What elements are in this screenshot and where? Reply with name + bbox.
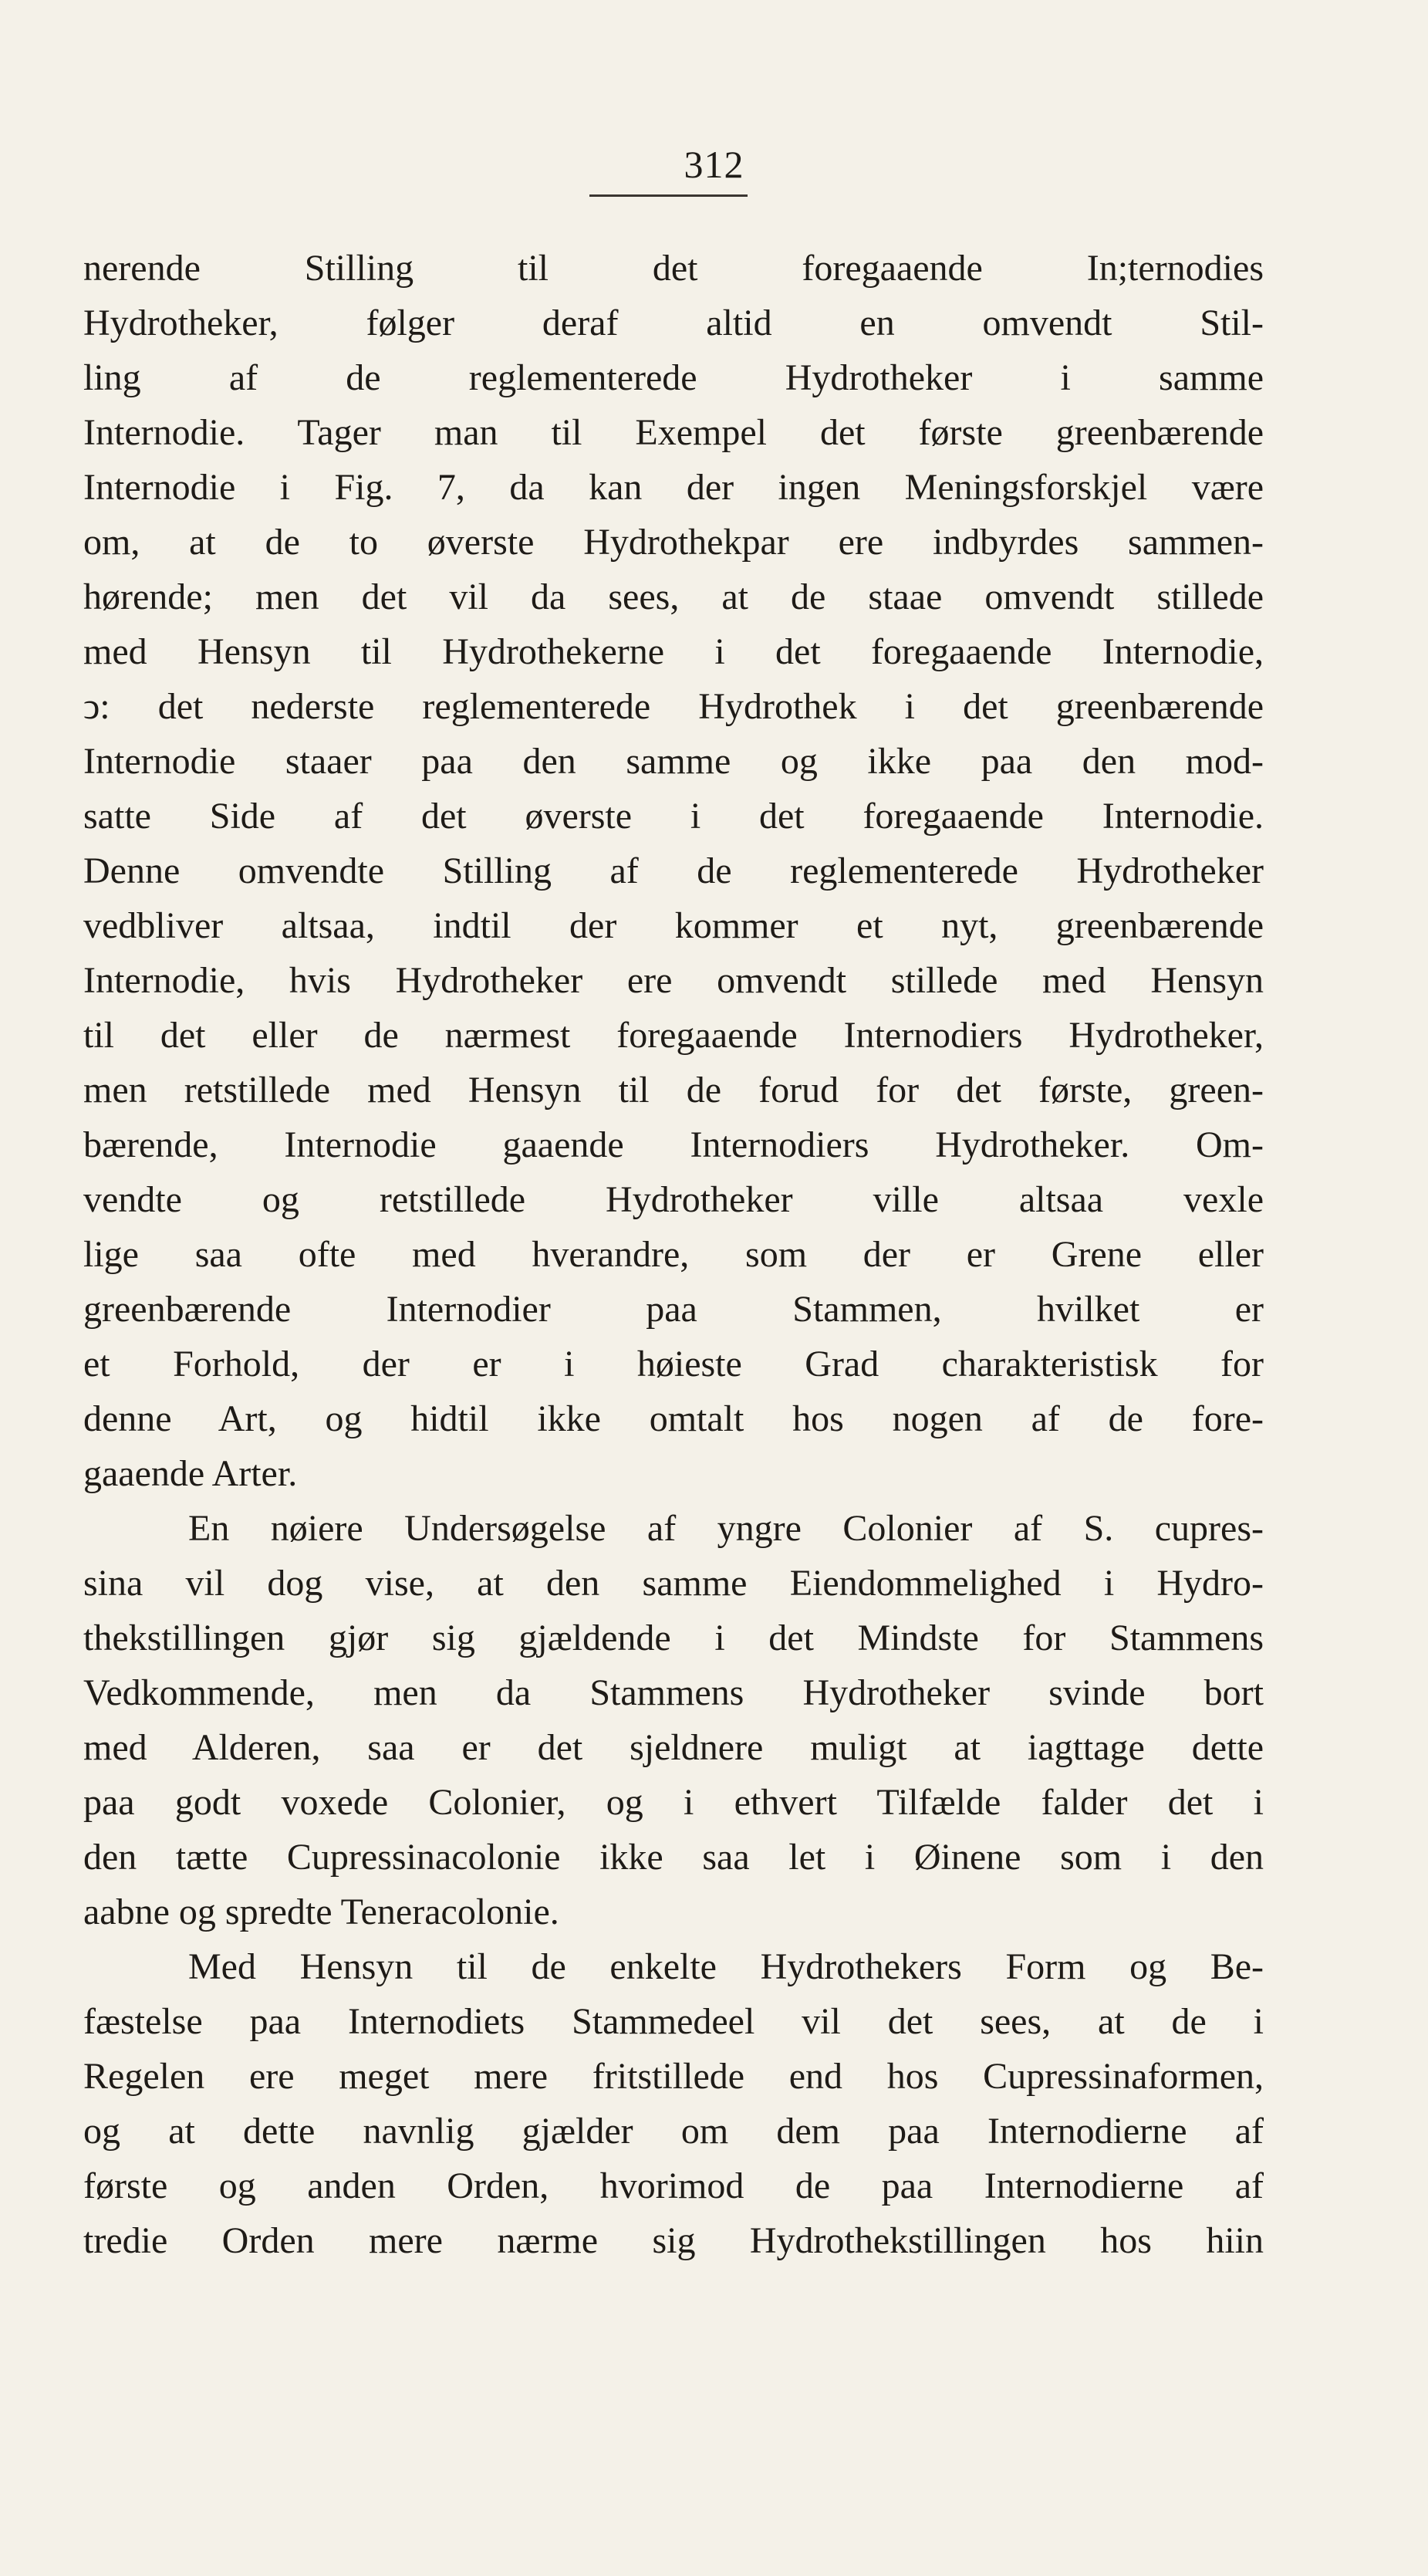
text-line: med Alderen, saa er det sjeldnere muligt at iagttage dette (83, 1727, 1264, 1768)
text-line: hørende; men det vil da sees, at de staae omvendt stillede (83, 576, 1264, 617)
text-line: gaaende Arter. (83, 1453, 298, 1494)
text-line: ↄ: det nederste reglementerede Hydrothek i det greenbærende (83, 686, 1264, 727)
page-number: 312 (684, 143, 744, 186)
text-line: et Forhold, der er i høieste Grad charakteristisk for (83, 1344, 1264, 1384)
text-line: Internodie. Tager man til Exempel det første greenbærende (83, 412, 1264, 453)
body-text (83, 241, 1264, 2268)
text-line: Vedkommende, men da Stammens Hydrotheker svinde bort (83, 1672, 1264, 1713)
text-line: Internodie i Fig. 7, da kan der ingen Meningsforskjel være (83, 467, 1264, 508)
text-line: fæstelse paa Internodiets Stammedeel vil det sees, at de i (83, 2001, 1264, 2042)
text-line: men retstillede med Hensyn til de forud for det første, green- (83, 1070, 1264, 1111)
text-line: En nøiere Undersøgelse af yngre Colonier af S. cupres- (188, 1508, 1264, 1549)
text-line: vedbliver altsaa, indtil der kommer et nyt, greenbærende (83, 905, 1264, 946)
page-number-underline (589, 194, 748, 197)
text-line: den tætte Cupressinacolonie ikke saa let i Øinene som i den (83, 1837, 1264, 1878)
text-line: Hydrotheker, følger deraf altid en omvendt Stil- (83, 303, 1264, 343)
text-line: paa godt voxede Colonier, og i ethvert Tilfælde falder det i (83, 1782, 1264, 1823)
text-line: bærende, Internodie gaaende Internodiers Hydrotheker. Om- (83, 1124, 1264, 1165)
text-line: sina vil dog vise, at den samme Eiendommelighed i Hydro- (83, 1563, 1264, 1604)
text-line: satte Side af det øverste i det foregaaende Internodie. (83, 796, 1264, 837)
text-line: og at dette navnlig gjælder om dem paa Internodierne af (83, 2111, 1264, 2152)
text-line: ling af de reglementerede Hydrotheker i samme (83, 357, 1264, 398)
text-line: denne Art, og hidtil ikke omtalt hos nogen af de fore- (83, 1398, 1264, 1439)
text-line: lige saa ofte med hverandre, som der er Grene eller (83, 1234, 1264, 1275)
text-line: Regelen ere meget mere fritstillede end hos Cupressinaformen, (83, 2056, 1264, 2097)
text-line: thekstillingen gjør sig gjældende i det Mindste for Stammens (83, 1618, 1264, 1658)
text-line: Med Hensyn til de enkelte Hydrothekers Form og Be- (188, 1946, 1264, 1987)
text-line: tredie Orden mere nærme sig Hydrothekstillingen hos hiin (83, 2220, 1264, 2261)
text-line: Denne omvendte Stilling af de reglementerede Hydrotheker (83, 850, 1264, 891)
text-line: nerende Stilling til det foregaaende In;ternodies (83, 248, 1264, 289)
text-line: om, at de to øverste Hydrothekpar ere indbyrdes sammen- (83, 522, 1264, 563)
text-line: aabne og spredte Teneracolonie. (83, 1891, 559, 1932)
text-line: Internodie, hvis Hydrotheker ere omvendt stillede med Hensyn (83, 960, 1264, 1001)
text-line: til det eller de nærmest foregaaende Internodiers Hydrotheker, (83, 1015, 1264, 1056)
text-line: med Hensyn til Hydrothekerne i det foregaaende Internodie, (83, 631, 1264, 672)
text-line: Internodie staaer paa den samme og ikke paa den mod- (83, 741, 1264, 782)
text-line: greenbærende Internodier paa Stammen, hvilket er (83, 1289, 1264, 1330)
text-line: vendte og retstillede Hydrotheker ville altsaa vexle (83, 1179, 1264, 1220)
text-line: første og anden Orden, hvorimod de paa Internodierne af (83, 2165, 1264, 2206)
